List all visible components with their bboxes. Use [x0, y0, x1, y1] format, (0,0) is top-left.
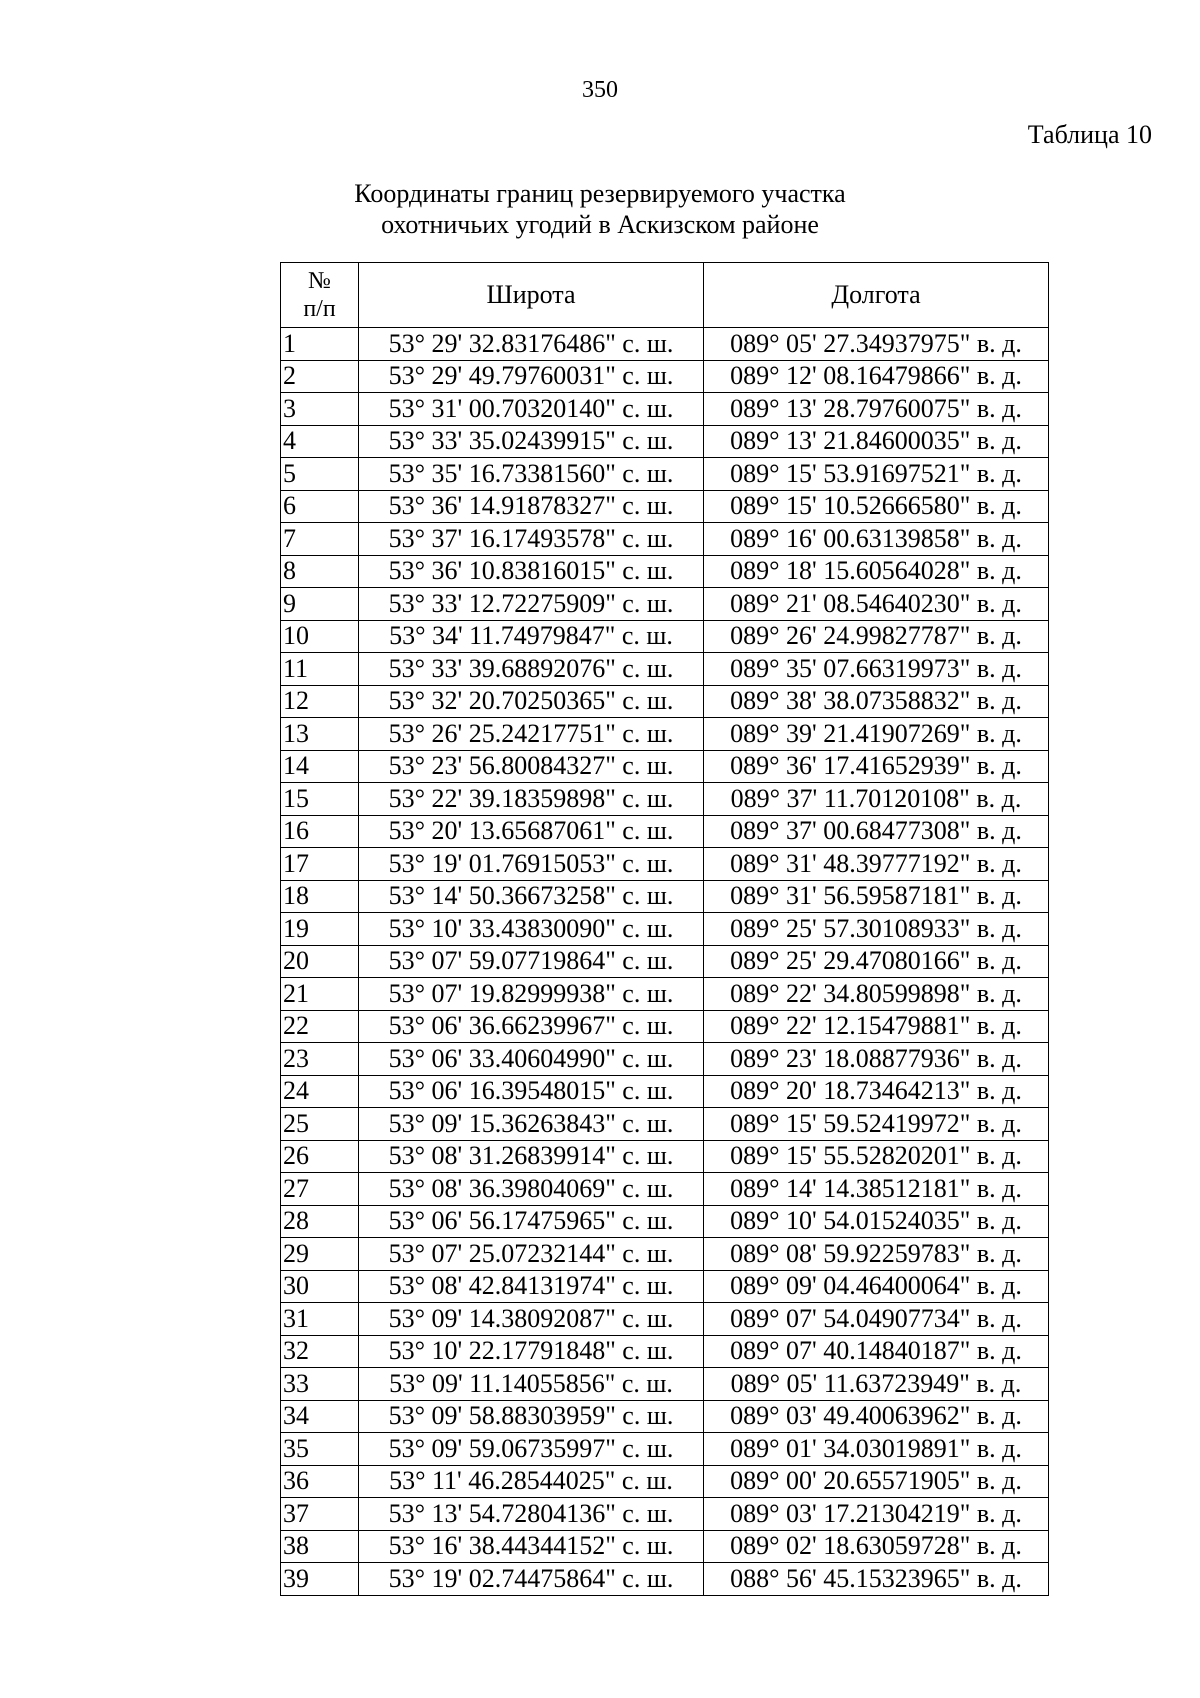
cell-point-number: 20 [281, 945, 359, 978]
table-row [281, 1563, 1049, 1596]
table-row [281, 1433, 1049, 1466]
table-row [281, 945, 1049, 978]
cell-latitude: 53° 29' 32.83176486" с. ш. [359, 328, 704, 361]
cell-longitude: 089° 01' 34.03019891" в. д. [704, 1433, 1049, 1466]
cell-point-number: 38 [281, 1530, 359, 1563]
cell-longitude: 089° 20' 18.73464213" в. д. [704, 1075, 1049, 1108]
table-row [281, 815, 1049, 848]
cell-latitude: 53° 36' 10.83816015" с. ш. [359, 555, 704, 588]
cell-longitude: 089° 23' 18.08877936" в. д. [704, 1043, 1049, 1076]
table-row [281, 1498, 1049, 1531]
column-header-number-symbol: № [308, 268, 331, 294]
cell-point-number: 22 [281, 1010, 359, 1043]
coordinates-table [280, 262, 1049, 1596]
cell-longitude: 089° 25' 57.30108933" в. д. [704, 913, 1049, 946]
cell-latitude: 53° 07' 25.07232144" с. ш. [359, 1238, 704, 1271]
table-row [281, 880, 1049, 913]
cell-longitude: 089° 15' 53.91697521" в. д. [704, 458, 1049, 491]
cell-longitude: 089° 39' 21.41907269" в. д. [704, 718, 1049, 751]
cell-latitude: 53° 34' 11.74979847" с. ш. [359, 620, 704, 653]
cell-point-number: 21 [281, 978, 359, 1011]
cell-latitude: 53° 13' 54.72804136" с. ш. [359, 1498, 704, 1531]
cell-longitude: 089° 02' 18.63059728" в. д. [704, 1530, 1049, 1563]
table-header-row [281, 263, 1049, 328]
cell-point-number: 2 [281, 360, 359, 393]
cell-point-number: 10 [281, 620, 359, 653]
cell-longitude: 089° 31' 56.59587181" в. д. [704, 880, 1049, 913]
cell-longitude: 089° 16' 00.63139858" в. д. [704, 523, 1049, 556]
cell-longitude: 089° 08' 59.92259783" в. д. [704, 1238, 1049, 1271]
cell-point-number: 32 [281, 1335, 359, 1368]
cell-point-number: 26 [281, 1140, 359, 1173]
table-row [281, 1238, 1049, 1271]
cell-latitude: 53° 08' 31.26839914" с. ш. [359, 1140, 704, 1173]
cell-point-number: 9 [281, 588, 359, 621]
cell-point-number: 31 [281, 1303, 359, 1336]
document-title [0, 178, 1200, 240]
cell-latitude: 53° 06' 36.66239967" с. ш. [359, 1010, 704, 1043]
cell-latitude: 53° 07' 59.07719864" с. ш. [359, 945, 704, 978]
cell-longitude: 089° 14' 14.38512181" в. д. [704, 1173, 1049, 1206]
cell-point-number: 3 [281, 393, 359, 426]
cell-point-number: 33 [281, 1368, 359, 1401]
column-header-longitude: Долгота [704, 263, 1049, 328]
cell-latitude: 53° 08' 36.39804069" с. ш. [359, 1173, 704, 1206]
cell-latitude: 53° 32' 20.70250365" с. ш. [359, 685, 704, 718]
column-header-latitude: Широта [359, 263, 704, 328]
cell-latitude: 53° 06' 33.40604990" с. ш. [359, 1043, 704, 1076]
cell-latitude: 53° 10' 22.17791848" с. ш. [359, 1335, 704, 1368]
cell-longitude: 089° 25' 29.47080166" в. д. [704, 945, 1049, 978]
cell-latitude: 53° 11' 46.28544025" с. ш. [359, 1465, 704, 1498]
document-title-line-1: Координаты границ резервируемого участка [354, 179, 846, 208]
table-body [281, 328, 1049, 1596]
cell-latitude: 53° 09' 59.06735997" с. ш. [359, 1433, 704, 1466]
cell-longitude: 089° 15' 59.52419972" в. д. [704, 1108, 1049, 1141]
cell-point-number: 13 [281, 718, 359, 751]
table-row [281, 848, 1049, 881]
table-row [281, 1335, 1049, 1368]
cell-point-number: 30 [281, 1270, 359, 1303]
cell-point-number: 37 [281, 1498, 359, 1531]
cell-latitude: 53° 06' 56.17475965" с. ш. [359, 1205, 704, 1238]
cell-latitude: 53° 33' 12.72275909" с. ш. [359, 588, 704, 621]
cell-point-number: 14 [281, 750, 359, 783]
table-row [281, 360, 1049, 393]
cell-point-number: 28 [281, 1205, 359, 1238]
cell-latitude: 53° 07' 19.82999938" с. ш. [359, 978, 704, 1011]
cell-longitude: 089° 05' 11.63723949" в. д. [704, 1368, 1049, 1401]
cell-point-number: 17 [281, 848, 359, 881]
cell-point-number: 39 [281, 1563, 359, 1596]
table-row [281, 523, 1049, 556]
cell-point-number: 8 [281, 555, 359, 588]
cell-point-number: 15 [281, 783, 359, 816]
table-row [281, 1173, 1049, 1206]
table-row [281, 653, 1049, 686]
cell-longitude: 089° 13' 28.79760075" в. д. [704, 393, 1049, 426]
cell-point-number: 5 [281, 458, 359, 491]
cell-latitude: 53° 26' 25.24217751" с. ш. [359, 718, 704, 751]
cell-latitude: 53° 33' 35.02439915" с. ш. [359, 425, 704, 458]
cell-latitude: 53° 31' 00.70320140" с. ш. [359, 393, 704, 426]
cell-point-number: 27 [281, 1173, 359, 1206]
cell-longitude: 089° 12' 08.16479866" в. д. [704, 360, 1049, 393]
table-row [281, 393, 1049, 426]
cell-point-number: 35 [281, 1433, 359, 1466]
table-row [281, 978, 1049, 1011]
table-row [281, 1108, 1049, 1141]
table-row [281, 458, 1049, 491]
table-row [281, 913, 1049, 946]
cell-latitude: 53° 35' 16.73381560" с. ш. [359, 458, 704, 491]
cell-point-number: 29 [281, 1238, 359, 1271]
cell-point-number: 25 [281, 1108, 359, 1141]
cell-longitude: 089° 15' 10.52666580" в. д. [704, 490, 1049, 523]
cell-latitude: 53° 08' 42.84131974" с. ш. [359, 1270, 704, 1303]
cell-latitude: 53° 23' 56.80084327" с. ш. [359, 750, 704, 783]
table-row [281, 620, 1049, 653]
cell-point-number: 23 [281, 1043, 359, 1076]
cell-latitude: 53° 09' 58.88303959" с. ш. [359, 1400, 704, 1433]
cell-latitude: 53° 19' 01.76915053" с. ш. [359, 848, 704, 881]
table-row [281, 1075, 1049, 1108]
cell-latitude: 53° 36' 14.91878327" с. ш. [359, 490, 704, 523]
table-row [281, 1303, 1049, 1336]
cell-latitude: 53° 37' 16.17493578" с. ш. [359, 523, 704, 556]
cell-latitude: 53° 33' 39.68892076" с. ш. [359, 653, 704, 686]
table-row [281, 490, 1049, 523]
cell-longitude: 089° 07' 54.04907734" в. д. [704, 1303, 1049, 1336]
column-header-number [281, 263, 359, 328]
cell-longitude: 089° 13' 21.84600035" в. д. [704, 425, 1049, 458]
cell-point-number: 16 [281, 815, 359, 848]
cell-longitude: 089° 18' 15.60564028" в. д. [704, 555, 1049, 588]
table-label: Таблица 10 [1027, 120, 1152, 149]
table-row [281, 1400, 1049, 1433]
document-title-line-2: охотничьих угодий в Аскизском районе [381, 210, 819, 239]
cell-longitude: 089° 22' 34.80599898" в. д. [704, 978, 1049, 1011]
table-row [281, 1270, 1049, 1303]
cell-point-number: 7 [281, 523, 359, 556]
cell-latitude: 53° 20' 13.65687061" с. ш. [359, 815, 704, 848]
cell-longitude: 089° 35' 07.66319973" в. д. [704, 653, 1049, 686]
table-row [281, 1010, 1049, 1043]
cell-longitude: 089° 10' 54.01524035" в. д. [704, 1205, 1049, 1238]
table-row [281, 1140, 1049, 1173]
table-row [281, 1530, 1049, 1563]
cell-longitude: 089° 37' 11.70120108" в. д. [704, 783, 1049, 816]
cell-point-number: 4 [281, 425, 359, 458]
table-row [281, 783, 1049, 816]
cell-longitude: 089° 07' 40.14840187" в. д. [704, 1335, 1049, 1368]
cell-longitude: 089° 26' 24.99827787" в. д. [704, 620, 1049, 653]
cell-point-number: 36 [281, 1465, 359, 1498]
cell-longitude: 089° 05' 27.34937975" в. д. [704, 328, 1049, 361]
cell-longitude: 089° 03' 49.40063962" в. д. [704, 1400, 1049, 1433]
table-row [281, 685, 1049, 718]
table-row [281, 718, 1049, 751]
cell-latitude: 53° 19' 02.74475864" с. ш. [359, 1563, 704, 1596]
cell-point-number: 1 [281, 328, 359, 361]
cell-longitude: 089° 09' 04.46400064" в. д. [704, 1270, 1049, 1303]
cell-latitude: 53° 16' 38.44344152" с. ш. [359, 1530, 704, 1563]
cell-longitude: 089° 22' 12.15479881" в. д. [704, 1010, 1049, 1043]
cell-latitude: 53° 09' 11.14055856" с. ш. [359, 1368, 704, 1401]
cell-point-number: 24 [281, 1075, 359, 1108]
cell-latitude: 53° 14' 50.36673258" с. ш. [359, 880, 704, 913]
cell-longitude: 089° 21' 08.54640230" в. д. [704, 588, 1049, 621]
cell-latitude: 53° 10' 33.43830090" с. ш. [359, 913, 704, 946]
page-number: 350 [582, 77, 618, 103]
table-row [281, 750, 1049, 783]
cell-longitude: 088° 56' 45.15323965" в. д. [704, 1563, 1049, 1596]
cell-longitude: 089° 00' 20.65571905" в. д. [704, 1465, 1049, 1498]
table-row [281, 588, 1049, 621]
cell-point-number: 6 [281, 490, 359, 523]
cell-latitude: 53° 22' 39.18359898" с. ш. [359, 783, 704, 816]
cell-latitude: 53° 09' 15.36263843" с. ш. [359, 1108, 704, 1141]
table-row [281, 1043, 1049, 1076]
table-row [281, 555, 1049, 588]
table-row [281, 1368, 1049, 1401]
cell-latitude: 53° 06' 16.39548015" с. ш. [359, 1075, 704, 1108]
cell-latitude: 53° 29' 49.79760031" с. ш. [359, 360, 704, 393]
cell-longitude: 089° 15' 55.52820201" в. д. [704, 1140, 1049, 1173]
cell-point-number: 19 [281, 913, 359, 946]
cell-point-number: 12 [281, 685, 359, 718]
cell-longitude: 089° 31' 48.39777192" в. д. [704, 848, 1049, 881]
cell-point-number: 18 [281, 880, 359, 913]
table-row [281, 425, 1049, 458]
table-row [281, 1465, 1049, 1498]
cell-latitude: 53° 09' 14.38092087" с. ш. [359, 1303, 704, 1336]
cell-longitude: 089° 37' 00.68477308" в. д. [704, 815, 1049, 848]
column-header-number-abbrev: п/п [303, 296, 336, 322]
cell-longitude: 089° 36' 17.41652939" в. д. [704, 750, 1049, 783]
cell-point-number: 11 [281, 653, 359, 686]
cell-longitude: 089° 38' 38.07358832" в. д. [704, 685, 1049, 718]
table-row [281, 1205, 1049, 1238]
cell-longitude: 089° 03' 17.21304219" в. д. [704, 1498, 1049, 1531]
cell-point-number: 34 [281, 1400, 359, 1433]
table-row [281, 328, 1049, 361]
